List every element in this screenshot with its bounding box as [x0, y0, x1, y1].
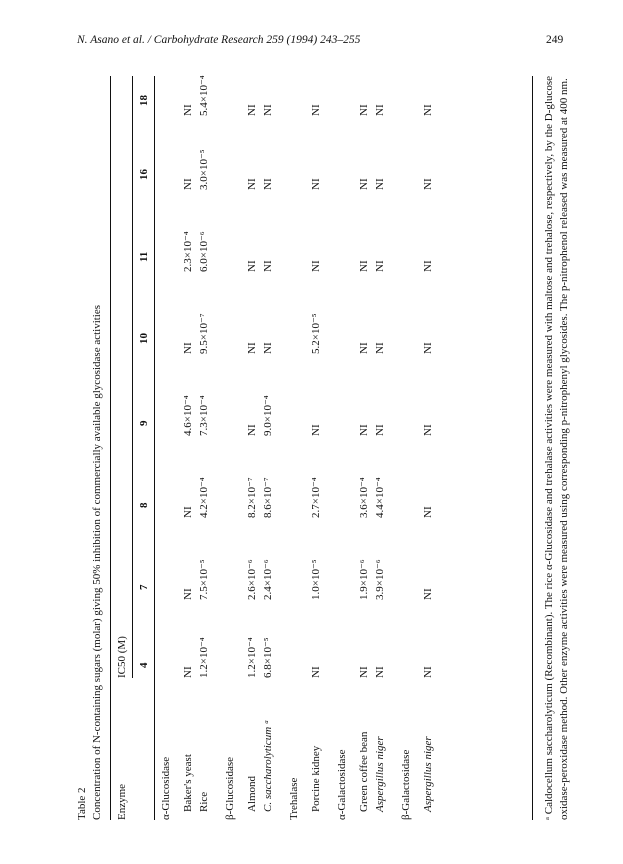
table-cell: 1.0×10⁻⁵ — [310, 559, 322, 600]
enzyme-header: Enzyme — [116, 783, 128, 820]
column-header: 7 — [138, 584, 150, 590]
ic50-rule — [132, 76, 133, 678]
table-cell: 8.6×10⁻⁷ — [262, 477, 274, 518]
table-cell: 3.9×10⁻⁶ — [374, 559, 386, 600]
table-cell: 2.3×10⁻⁴ — [182, 231, 194, 272]
group-label: α-Glucosidase — [160, 756, 172, 820]
table-cell: NI — [310, 178, 322, 190]
table-cell: 2.6×10⁻⁶ — [246, 559, 258, 600]
table-cell: NI — [422, 260, 434, 272]
row-label: Porcine kidney — [310, 745, 322, 812]
top-rule — [110, 76, 111, 820]
table-cell: 4.2×10⁻⁴ — [198, 477, 210, 518]
column-header: 4 — [138, 662, 150, 668]
table-cell: NI — [246, 104, 258, 116]
row-label: Green coffee bean — [358, 731, 370, 812]
row-label: Rice — [198, 791, 210, 812]
table-cell: NI — [422, 666, 434, 678]
table-cell: NI — [182, 506, 194, 518]
header-rule — [154, 76, 155, 820]
rotated-table-block — [70, 68, 610, 828]
table-cell: 6.8×10⁻⁵ — [262, 637, 274, 678]
table-cell: 1.9×10⁻⁶ — [358, 559, 370, 600]
table-cell: NI — [182, 342, 194, 354]
table-cell: NI — [310, 666, 322, 678]
group-label: Trehalase — [288, 777, 300, 820]
table-cell: 5.4×10⁻⁴ — [198, 75, 210, 116]
table-cell: NI — [182, 588, 194, 600]
table-cell: NI — [422, 104, 434, 116]
table-cell: NI — [358, 104, 370, 116]
row-label: Aspergillus niger — [422, 736, 434, 812]
table-cell: 8.2×10⁻⁷ — [246, 477, 258, 518]
table-cell: 9.5×10⁻⁷ — [198, 313, 210, 354]
table-cell: 3.0×10⁻⁵ — [198, 149, 210, 190]
table-container — [70, 68, 610, 828]
table-cell: 2.4×10⁻⁶ — [262, 559, 274, 600]
table-cell: NI — [262, 178, 274, 190]
ic50-header: IC50 (M) — [116, 636, 128, 678]
table-cell: 1.2×10⁻⁴ — [198, 637, 210, 678]
row-label: Baker's yeast — [182, 754, 194, 812]
table-cell: 7.3×10⁻⁴ — [198, 395, 210, 436]
table-cell: NI — [358, 342, 370, 354]
table-cell: NI — [246, 178, 258, 190]
table-cell: 7.5×10⁻⁵ — [198, 559, 210, 600]
table-cell: NI — [310, 424, 322, 436]
bottom-rule — [532, 76, 533, 820]
table-cell: NI — [422, 424, 434, 436]
column-header: 8 — [138, 502, 150, 508]
table-cell: NI — [262, 104, 274, 116]
table-cell: NI — [182, 666, 194, 678]
table-cell: NI — [422, 588, 434, 600]
column-header: 10 — [138, 333, 150, 344]
row-label: C. saccharolyticum ᵃ — [262, 719, 274, 812]
table-cell: NI — [310, 104, 322, 116]
table-cell: NI — [358, 178, 370, 190]
table-label: Table 2 — [76, 787, 88, 820]
table-cell: NI — [358, 424, 370, 436]
table-cell: NI — [246, 424, 258, 436]
table-cell: NI — [422, 342, 434, 354]
table-cell: NI — [182, 178, 194, 190]
table-cell: NI — [310, 260, 322, 272]
table-cell: 1.2×10⁻⁴ — [246, 637, 258, 678]
table-cell: NI — [374, 178, 386, 190]
table-cell: NI — [358, 260, 370, 272]
group-label: β-Galactosidase — [400, 749, 412, 820]
group-label: α-Galactosidase — [336, 749, 348, 820]
table-cell: 2.7×10⁻⁴ — [310, 477, 322, 518]
table-cell: NI — [262, 342, 274, 354]
group-label: β-Glucosidase — [224, 756, 236, 820]
table-cell: NI — [358, 666, 370, 678]
table-cell: NI — [182, 104, 194, 116]
table-cell: NI — [374, 666, 386, 678]
table-cell: NI — [374, 260, 386, 272]
table-cell: NI — [262, 260, 274, 272]
table-cell: 6.0×10⁻⁶ — [198, 231, 210, 272]
page-number: 249 — [546, 34, 564, 46]
row-label: Almond — [246, 775, 258, 812]
row-label: Aspergillus niger — [374, 736, 386, 812]
table-cell: NI — [422, 506, 434, 518]
running-header: N. Asano et al. / Carbohydrate Research 259 (1994) 243–255 — [77, 34, 361, 46]
column-header: 9 — [138, 420, 150, 426]
column-header: 11 — [138, 251, 150, 262]
column-header: 16 — [138, 169, 150, 180]
table-cell: NI — [374, 424, 386, 436]
table-cell: 4.6×10⁻⁴ — [182, 395, 194, 436]
table-cell: 3.6×10⁻⁴ — [358, 477, 370, 518]
column-header: 18 — [138, 95, 150, 106]
table-footnote: ᵃ Caldocellum saccharolyticum (Recombinant). The rice α-Glucosidase and trehalase activities were measured with maltose and trehalose, respectively, by the D-glucose oxidase-peroxidase method. Other enzyme activities were measured using corresponding p-nitrophenyl glycosides. The p-nitrophenol released was measured at 400 nm. — [543, 76, 570, 820]
table-cell: 5.2×10⁻⁵ — [310, 313, 322, 354]
table-cell: 4.4×10⁻⁴ — [374, 477, 386, 518]
table-cell: NI — [374, 104, 386, 116]
table-cell: NI — [422, 178, 434, 190]
table-cell: NI — [246, 342, 258, 354]
table-caption: Concentration of N-containing sugars (molar) giving 50% inhibition of commercially available glycosidase activities — [91, 304, 103, 820]
table-cell: 9.0×10⁻⁴ — [262, 395, 274, 436]
table-cell: NI — [246, 260, 258, 272]
table-cell: NI — [374, 342, 386, 354]
